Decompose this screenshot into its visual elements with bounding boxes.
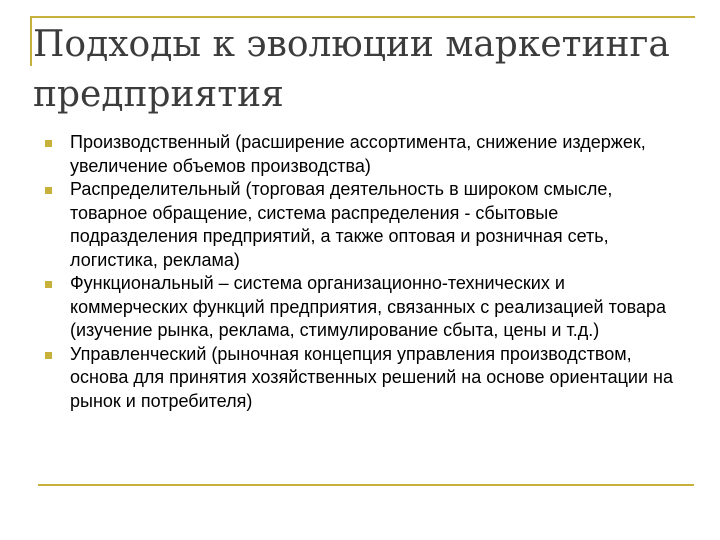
bullet-item-functional (40, 272, 680, 343)
top-accent-rule (30, 16, 695, 18)
square-bullet-icon (45, 187, 52, 194)
square-bullet-icon (45, 281, 52, 288)
bullet-list (40, 131, 680, 413)
bullet-text: Производственный (расширение ассортимента, снижение издержек, увеличение объемов производства) (70, 132, 646, 176)
bullet-item-production (40, 131, 680, 178)
bullet-text: Управленческий (рыночная концепция управления производством, основа для принятия хозяйственных решений на основе ориентации на рынок и потребителя) (70, 343, 673, 411)
left-accent-rule (30, 16, 32, 66)
bullet-text: Функциональный – система организационно-технических и коммерческих функций предприятия, связанных с реализацией товара (изучение рынка, реклама, стимулирование сбыта, цены и т.д.) (70, 273, 667, 340)
square-bullet-icon (45, 140, 52, 147)
bullet-text: Распределительный (торговая деятельность в широком смысле, товарное обращение, система распределения - сбытовые подразделения предприятий, а также оптовая и розничная сеть, логистика, реклама) (70, 179, 613, 270)
bullet-item-managerial (40, 343, 680, 414)
slide-title: Подходы к эволюции маркетинга предприятия (33, 24, 670, 115)
bottom-accent-rule (38, 484, 694, 486)
square-bullet-icon (45, 352, 52, 359)
bullet-item-distribution (40, 178, 680, 272)
